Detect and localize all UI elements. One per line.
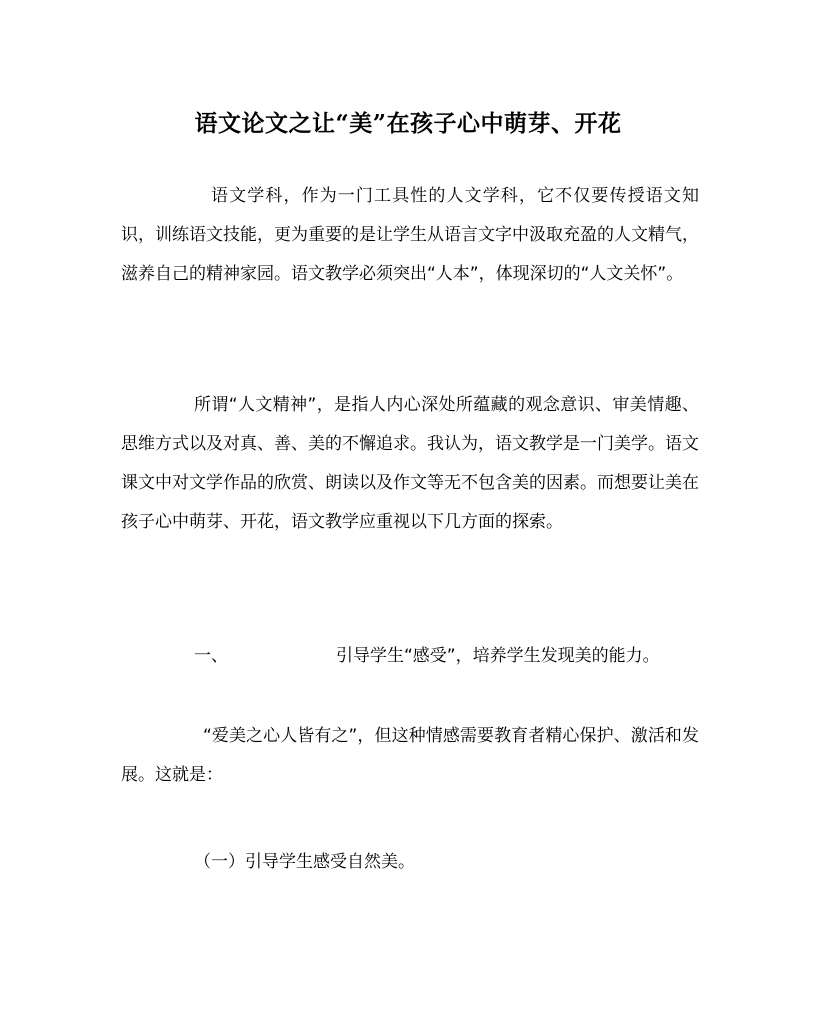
section-one-number: 一、 xyxy=(194,646,228,666)
paragraph-section-one-intro: “爱美之心人皆有之”，但这种情感需要教育者精心保护、激活和发展。这就是： xyxy=(121,726,699,785)
document-title: 语文论文之让“美”在孩子心中萌芽、开花 xyxy=(194,110,622,137)
paragraph-humanistic-spirit: 所谓“人文精神”，是指人内心深处所蕴藏的观念意识、审美情趣、思维方式以及对真、善、美的不懈追求。我认为，语文教学是一门美学。语文课文中对文学作品的欣赏、朗读以及作文等无不包含美的因素。而想要让美在孩子心中萌芽、开花，语文教学应重视以下几方面的探索。 xyxy=(121,395,699,532)
paragraph-intro: 语文学科，作为一门工具性的人文学科，它不仅要传授语文知识，训练语文技能，更为重要的是让学生从语言文字中汲取充盈的人文精气，滋养自己的精神家园。语文教学必须突出“人本”，体现深切的“人文关怀”。 xyxy=(121,186,699,284)
subsection-one-heading: （一）引导学生感受自然美。 xyxy=(194,852,415,872)
section-one-heading: 引导学生“感受”，培养学生发现美的能力。 xyxy=(336,646,660,666)
